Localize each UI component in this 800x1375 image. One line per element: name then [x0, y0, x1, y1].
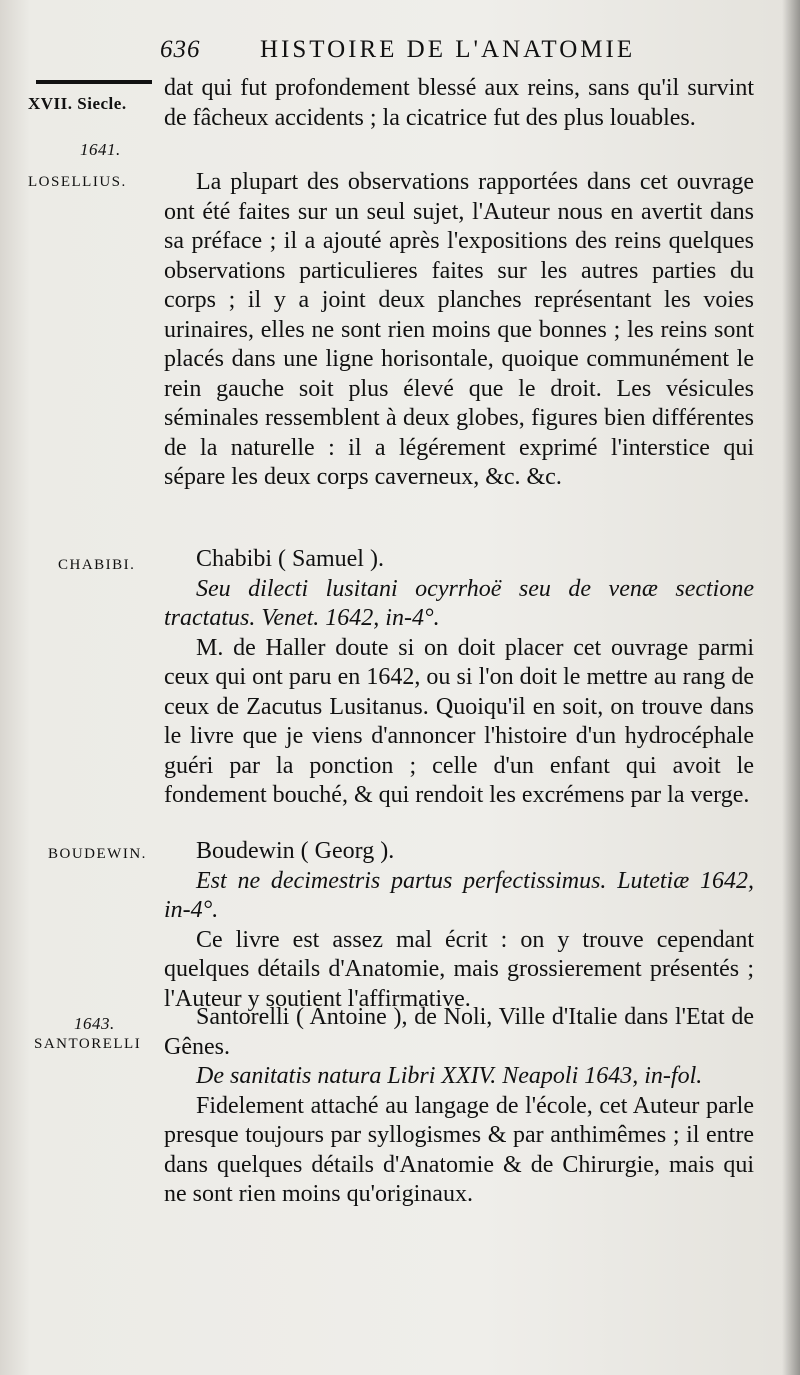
margin-losellius: LOSELLIUS.	[28, 174, 127, 190]
running-head	[160, 36, 760, 72]
margin-santorelli: SANTORELLI	[34, 1036, 142, 1052]
book-title-chabibi: Seu dilecti lusitani ocyrrhoë seu de venæ sectione tractatus. Venet. 1642, in-4°.	[164, 575, 754, 631]
page-edge-shadow	[782, 0, 800, 1375]
text-block-losellius	[164, 168, 754, 493]
book-title-boudewin: Est ne decimestris partus perfectissimus. Lutetiæ 1642, in-4°.	[164, 867, 754, 923]
text-block-chabibi	[164, 545, 754, 811]
text-block-santorelli	[164, 1003, 754, 1210]
entry-heading-chabibi: Chabibi ( Samuel ).	[196, 546, 384, 572]
text-block-1	[164, 74, 754, 133]
paragraph-continuation: dat qui fut profondement blessé aux reins, sans qu'il survint de fâcheux accidents ; la cicatrice fut des plus louables.	[164, 75, 754, 131]
paragraph-losellius: La plupart des observations rapportées dans cet ouvrage ont été faites sur un seul sujet, l'Auteur nous en avertit dans sa préface ; il a ajouté après l'expositions des reins quelques observations particulieres faites sur les autres parties du corps ; il y a joint deux planches représentant les voies urinaires, elles ne sont rien moins que bonnes ; les reins sont placés dans une ligne horisontale, quoique communément le rein gauche soit plus élevé que le droit. Les vésicules séminales ressemblent à deux globes, figures bien différentes de la naturelle : il a légérement exprimé l'interstice qui sépare les deux corps caverneux, &c. &c.	[164, 169, 754, 490]
book-title-santorelli: De sanitatis natura Libri XXIV. Neapoli 1643, in-fol.	[196, 1063, 703, 1089]
paragraph-santorelli: Fidelement attaché au langage de l'école, cet Auteur parle presque toujours par syllogismes & par anthimêmes ; il entre dans quelques détails d'Anatomie & de Chirurgie, mais qui ne sont rien moins qu'originaux.	[164, 1092, 754, 1207]
entry-heading-boudewin: Boudewin ( Georg ).	[196, 838, 395, 864]
text-block-boudewin	[164, 837, 754, 1014]
page-number: 636	[160, 36, 201, 63]
margin-year-1643: 1643.	[74, 1014, 115, 1033]
running-title: HISTOIRE DE L'ANATOMIE	[260, 36, 636, 63]
margin-century: XVII. Siecle.	[28, 94, 127, 113]
margin-rule	[36, 80, 152, 84]
paragraph-chabibi: M. de Haller doute si on doit placer cet ouvrage parmi ceux qui ont paru en 1642, ou si l'on doit le mettre au rang de ceux de Zacutus Lusitanus. Quoiqu'il en soit, on trouve dans le livre que je viens d'annoncer l'histoire d'un hydrocéphale guéri par la ponction ; celle d'un enfant qui avoit le fondement bouché, & qui rendoit les excrémens par la verge.	[164, 634, 754, 808]
paragraph-boudewin: Ce livre est assez mal écrit : on y trouve cependant quelques détails d'Anatomie, mais grossierement présentés ; l'Auteur y soutient l'affirmative.	[164, 926, 754, 1012]
entry-heading-santorelli: Santorelli ( Antoine ), de Noli, Ville d'Italie dans l'Etat de Gênes.	[164, 1004, 754, 1060]
margin-boudewin: BOUDEWIN.	[48, 846, 147, 862]
margin-chabibi: CHABIBI.	[58, 557, 136, 573]
margin-year-1641: 1641.	[80, 140, 121, 159]
